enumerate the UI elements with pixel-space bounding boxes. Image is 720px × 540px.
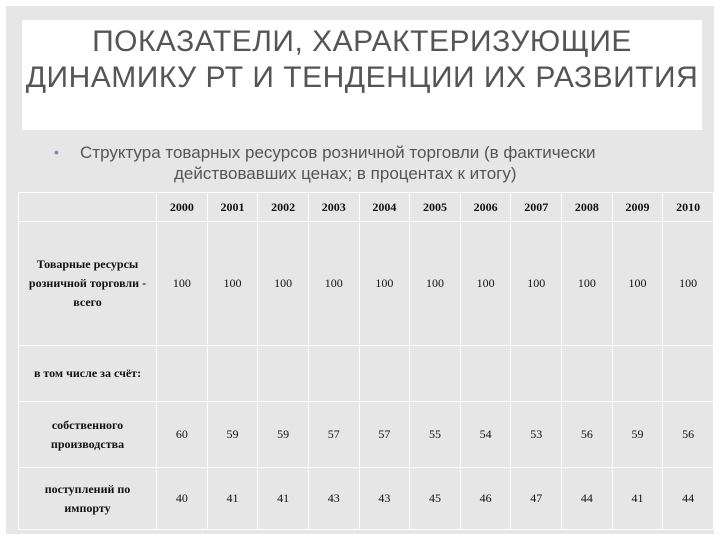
table-cell (258, 346, 309, 402)
table-cell (157, 346, 208, 402)
table-cell: 56 (562, 402, 613, 468)
table-cell: 100 (663, 222, 714, 346)
table-cell: 100 (511, 222, 562, 346)
table-cell: 57 (308, 402, 359, 468)
year-header: 2000 (157, 193, 208, 222)
table-cell: 46 (460, 468, 511, 530)
table-row (19, 468, 714, 530)
table-cell: 60 (157, 402, 208, 468)
table-cell: 44 (663, 468, 714, 530)
table-cell: 100 (157, 222, 208, 346)
table-cell (663, 346, 714, 402)
year-header: 2009 (612, 193, 663, 222)
row-label: поступлений по импорту (19, 468, 157, 530)
table-cell (460, 346, 511, 402)
slide-title: ПОКАЗАТЕЛИ, ХАРАКТЕРИЗУЮЩИЕ ДИНАМИКУ РТ И ТЕНДЕНЦИИ ИХ РАЗВИТИЯ (25, 25, 699, 94)
table-cell: 57 (359, 402, 410, 468)
row-label: в том числе за счёт: (19, 346, 157, 402)
bullet-item (54, 142, 694, 184)
bullet-icon: • (54, 144, 59, 160)
table-cell (207, 346, 258, 402)
title-box (22, 20, 702, 130)
header-corner (19, 193, 157, 222)
table-cell: 41 (612, 468, 663, 530)
table-row (19, 402, 714, 468)
row-label: собственного производства (19, 402, 157, 468)
resources-table (18, 192, 714, 530)
slide (6, 6, 714, 534)
table-cell: 100 (359, 222, 410, 346)
year-header: 2007 (511, 193, 562, 222)
table-cell (511, 346, 562, 402)
table-cell: 40 (157, 468, 208, 530)
table-cell: 43 (359, 468, 410, 530)
table-cell: 41 (207, 468, 258, 530)
table-row (19, 346, 714, 402)
table-cell: 54 (460, 402, 511, 468)
table-cell (308, 346, 359, 402)
year-header: 2006 (460, 193, 511, 222)
year-header: 2001 (207, 193, 258, 222)
table-cell: 100 (460, 222, 511, 346)
table-cell (359, 346, 410, 402)
table-cell: 59 (612, 402, 663, 468)
bullet-line-2: действовавших ценах; в процентах к итогу) (174, 164, 517, 183)
year-header: 2002 (258, 193, 309, 222)
year-header: 2004 (359, 193, 410, 222)
bullet-line-1: Структура товарных ресурсов розничной торговли (в фактически (80, 143, 596, 162)
table-cell: 100 (258, 222, 309, 346)
row-label: Товарные ресурсы розничной торговли - всего (19, 222, 157, 346)
table-cell: 59 (258, 402, 309, 468)
table-cell: 55 (410, 402, 461, 468)
table-cell (410, 346, 461, 402)
year-header: 2003 (308, 193, 359, 222)
header-row (19, 193, 714, 222)
table-cell: 100 (562, 222, 613, 346)
table-row (19, 222, 714, 346)
table-cell: 53 (511, 402, 562, 468)
table-cell: 41 (258, 468, 309, 530)
table-cell: 59 (207, 402, 258, 468)
table-cell: 100 (308, 222, 359, 346)
table-cell: 56 (663, 402, 714, 468)
table-cell (562, 346, 613, 402)
table-cell: 43 (308, 468, 359, 530)
table-cell: 100 (612, 222, 663, 346)
table-cell: 45 (410, 468, 461, 530)
table-cell (612, 346, 663, 402)
year-header: 2008 (562, 193, 613, 222)
table-cell: 47 (511, 468, 562, 530)
table-cell: 100 (410, 222, 461, 346)
year-header: 2005 (410, 193, 461, 222)
year-header: 2010 (663, 193, 714, 222)
bullet-text (54, 143, 694, 184)
table-cell: 100 (207, 222, 258, 346)
table-cell: 44 (562, 468, 613, 530)
